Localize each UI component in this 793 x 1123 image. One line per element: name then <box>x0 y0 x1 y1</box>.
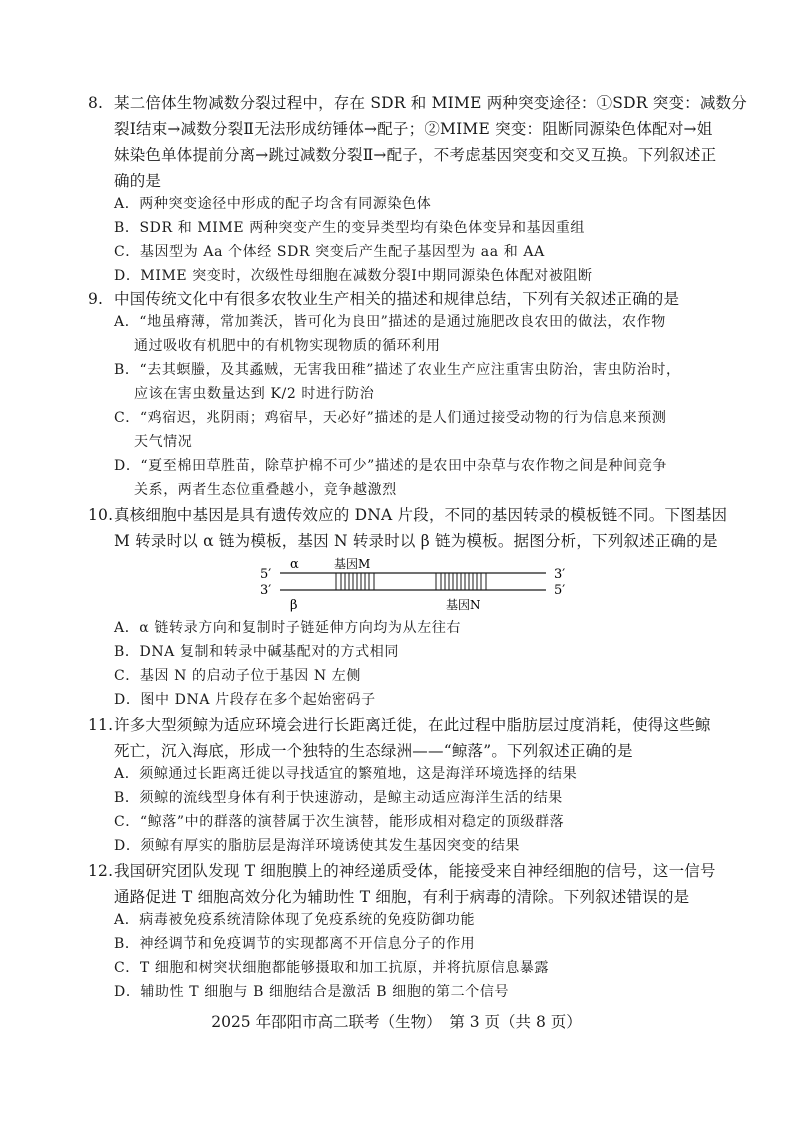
three-prime-right-label: 3′ <box>554 567 566 582</box>
option-b[interactable]: B．须鲸的流线型身体有利于快速游动，是鲸主动适应海洋生活的结果 <box>114 790 563 806</box>
option-b[interactable]: B．SDR 和 MIME 两种突变产生的变异类型均有染色体变异和基因重组 <box>114 220 586 236</box>
question-stem-line: 妹染色单体提前分离→跳过减数分裂Ⅱ→配子，不考虑基因突变和交叉互换。下列叙述正 <box>114 146 717 164</box>
option-a[interactable]: A．“地虽瘠薄，常加粪沃，皆可化为良田”描述的是通过施肥改良农田的做法，农作物 <box>114 314 666 330</box>
option-d[interactable]: D．辅助性 T 细胞与 B 细胞结合是激活 B 细胞的第二个信号 <box>114 984 510 1000</box>
option-c[interactable]: C．“鲸落”中的群落的演替属于次生演替，能形成相对稳定的顶级群落 <box>114 814 565 830</box>
question-stem-line: 死亡，沉入海底，形成一个独特的生态绿洲——“鲸落”。下列叙述正确的是 <box>114 742 633 760</box>
question-stem-line: 确的是 <box>114 172 162 190</box>
question-stem-line: M 转录时以 α 链为模板，基因 N 转录时以 β 链为模板。据图分析，下列叙述正确的是 <box>114 532 718 550</box>
question-number: 8. <box>88 94 104 112</box>
question-number: 12. <box>88 862 114 880</box>
gene-m-hatching <box>341 573 369 590</box>
question-stem-line: 某二倍体生物减数分裂过程中，存在 SDR 和 MIME 两种突变途径：①SDR 突变：减数分 <box>114 94 747 112</box>
option-a-continued: 通过吸收有机肥中的有机物实现物质的循环利用 <box>134 338 441 354</box>
question-stem-line: 中国传统文化中有很多农牧业生产相关的描述和规律总结，下列有关叙述正确的是 <box>114 290 680 308</box>
question-number: 9. <box>88 290 104 308</box>
option-a[interactable]: A．须鲸通过长距离迁徙以寻找适宜的繁殖地，这是海洋环境选择的结果 <box>114 766 578 782</box>
option-d[interactable]: D．图中 DNA 片段存在多个起始密码子 <box>114 692 376 708</box>
question-stem-line: 许多大型须鲸为适应环境会进行长距离迁徙，在此过程中脂肪层过度消耗，使得这些鲸 <box>114 716 711 734</box>
question-stem-line: 真核细胞中基因是具有遗传效应的 DNA 片段，不同的基因转录的模板链不同。下图基因 <box>114 506 728 524</box>
option-d[interactable]: D．“夏至棉田草胜苗，除草护棉不可少”描述的是农田中杂草与农作物之间是种间竞争 <box>114 458 667 474</box>
five-prime-left-label: 5′ <box>260 567 272 582</box>
option-a[interactable]: A．病毒被免疫系统清除体现了免疫系统的免疫防御功能 <box>114 912 476 928</box>
alpha-label: α <box>290 557 299 572</box>
option-c[interactable]: C．T 细胞和树突状细胞都能够摄取和加工抗原，并将抗原信息暴露 <box>114 960 550 976</box>
gene-m-block <box>336 573 374 590</box>
question-stem-line: 通路促进 T 细胞高效分化为辅助性 T 细胞，有利于病毒的清除。下列叙述错误的是 <box>114 888 690 906</box>
option-a[interactable]: A．两种突变途径中形成的配子均含有同源染色体 <box>114 196 432 212</box>
question-number: 11. <box>88 716 114 734</box>
option-b-continued: 应该在害虫数量达到 K/2 时进行防治 <box>134 386 375 402</box>
gene-n-hatching <box>441 573 481 590</box>
option-c-continued: 天气情况 <box>134 434 193 450</box>
option-b[interactable]: B．DNA 复制和转录中碱基配对的方式相同 <box>114 644 399 660</box>
question-number: 10. <box>88 506 114 524</box>
gene-m-label: 基因M <box>334 557 371 571</box>
page-footer: 2025 年邵阳市高二联考（生物） 第 3 页（共 8 页） <box>211 1013 582 1031</box>
dna-figure <box>250 552 580 614</box>
option-d-continued: 关系，两者生态位重叠越小，竞争越激烈 <box>134 482 397 498</box>
option-c[interactable]: C．“鸡宿迟，兆阴雨；鸡宿早，天必好”描述的是人们通过接受动物的行为信息来预测 <box>114 410 667 426</box>
option-d[interactable]: D．须鲸有厚实的脂肪层是海洋环境诱使其发生基因突变的结果 <box>114 838 521 854</box>
option-b[interactable]: B．“去其螟螣，及其蟊贼，无害我田稚”描述了农业生产应注重害虫防治，害虫防治时， <box>114 362 681 378</box>
question-stem-line: 裂Ⅰ结束→减数分裂Ⅱ无法形成纺锤体→配子；②MIME 突变：阻断同源染色体配对→姐 <box>114 120 713 138</box>
option-b[interactable]: B．神经调节和免疫调节的实现都离不开信息分子的作用 <box>114 936 476 952</box>
option-d[interactable]: D．MIME 突变时，次级性母细胞在减数分裂Ⅰ中期同源染色体配对被阻断 <box>114 268 593 284</box>
option-c[interactable]: C．基因 N 的启动子位于基因 N 左侧 <box>114 668 362 684</box>
beta-label: β <box>290 598 298 613</box>
question-stem-line: 我国研究团队发现 T 细胞膜上的神经递质受体，能接受来自神经细胞的信号，这一信号 <box>114 862 716 880</box>
gene-n-label: 基因N <box>446 598 481 612</box>
three-prime-left-label: 3′ <box>260 583 272 598</box>
five-prime-right-label: 5′ <box>554 583 566 598</box>
option-a[interactable]: A．α 链转录方向和复制时子链延伸方向均为从左往右 <box>114 620 462 636</box>
option-c[interactable]: C．基因型为 Aa 个体经 SDR 突变后产生配子基因型为 aa 和 AA <box>114 244 545 260</box>
